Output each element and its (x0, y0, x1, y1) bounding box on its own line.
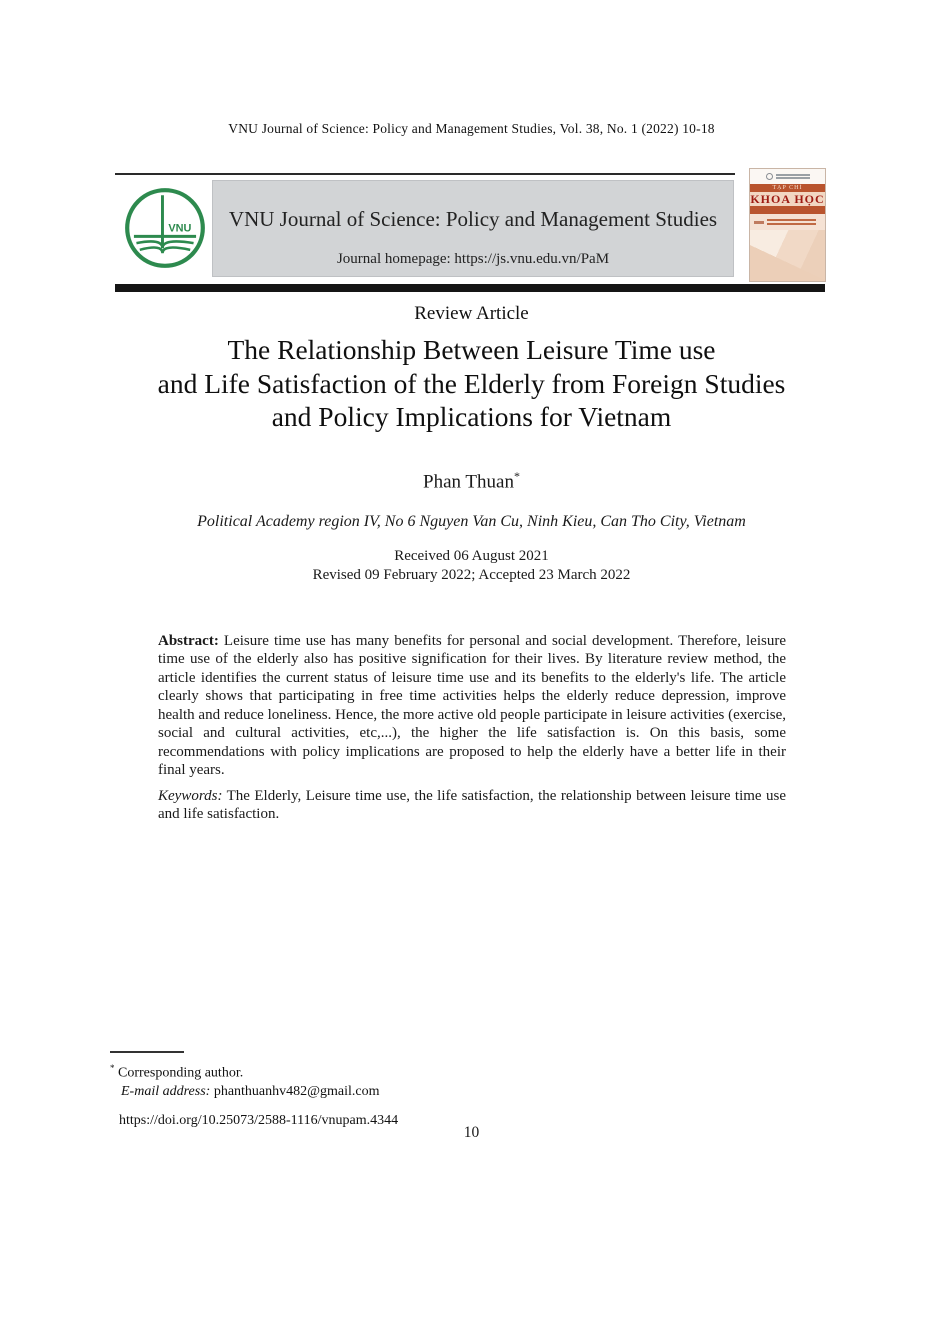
email-label: E-mail address: (121, 1083, 211, 1099)
banner-bottom-rule (115, 284, 825, 292)
banner-title-box (212, 180, 734, 277)
author-name: Phan Thuan (423, 470, 514, 492)
banner-homepage-url: Journal homepage: https://js.vnu.edu.vn/PaM (336, 251, 610, 267)
corresponding-author-note (110, 1059, 398, 1083)
abstract-label: Abstract: (158, 632, 219, 649)
received-date: Received 06 August 2021 (394, 547, 549, 564)
cover-university-header (750, 169, 825, 184)
banner-top-rule (115, 173, 735, 175)
journal-banner (115, 173, 825, 292)
email-line (121, 1083, 398, 1101)
corresponding-author-text: Corresponding author. (118, 1065, 244, 1081)
author-line (0, 469, 943, 493)
footnote-rule (110, 1051, 184, 1053)
article-title-line: The Relationship Between Leisure Time use (227, 334, 716, 365)
cover-meta-row (750, 214, 825, 230)
abstract-text: Leisure time use has many benefits for personal and social development. Therefore, leisure time use of the elderly also has positive signification for their lives. By literature review method, the article identifies the current status of leisure time use and its benefits to the elderly's life. The article clearly shows that participating in free time activities helps the elderly reduce depression, improve health and reduce loneliness. Hence, the more active old people participate in leisure activities (exercise, social and cultural activities, etc,...), the higher the life satisfaction is. On this basis, some recommendations with policy implications are proposed to help the elderly have a better life in their final years. (158, 632, 786, 779)
doi-link: https://doi.org/10.25073/2588-1116/vnupam.4344 (119, 1112, 399, 1128)
journal-cover-thumbnail (749, 168, 826, 282)
page-number: 10 (463, 1124, 480, 1141)
article-title-line: and Life Satisfaction of the Elderly from Foreign Studies (157, 367, 786, 399)
cover-subtitle-band (750, 206, 825, 214)
cover-series-band: TẠP CHÍ (750, 184, 825, 192)
article-title-line: and Policy Implications for Vietnam (271, 401, 672, 432)
vnu-logo-icon (123, 186, 207, 270)
footnote-mark: * (110, 1063, 115, 1073)
keywords-label: Keywords: (158, 787, 223, 804)
vnu-logo-text: VNU (168, 222, 192, 235)
author-footnote-mark: * (513, 468, 520, 483)
article-history (0, 547, 943, 586)
article-title (0, 333, 943, 434)
keywords-paragraph (158, 787, 786, 824)
cover-header-textlines (776, 173, 810, 180)
cover-issn-mark (754, 221, 764, 224)
journal-masthead: VNU Journal of Science: Policy and Management Studies, Vol. 38, No. 1 (2022) 10-18 (228, 121, 715, 136)
article-type-label: Review Article (414, 303, 529, 324)
revised-accepted-dates: Revised 09 February 2022; Accepted 23 March 2022 (312, 567, 631, 584)
banner-journal-title: VNU Journal of Science: Policy and Management Studies (228, 207, 718, 231)
abstract-paragraph (158, 632, 786, 780)
cover-journal-title: KHOA HỌC (750, 192, 825, 206)
cover-artwork (750, 230, 825, 282)
cover-meta-textlines (767, 217, 821, 227)
keywords-text: The Elderly, Leisure time use, the life satisfaction, the relationship between leisure time use and life satisfaction. (158, 787, 787, 823)
cover-mini-logo-icon (766, 173, 773, 180)
author-affiliation: Political Academy region IV, No 6 Nguyen Van Cu, Ninh Kieu, Can Tho City, Vietnam (197, 512, 746, 530)
email-address: phanthuanhv482@gmail.com (213, 1083, 380, 1099)
footnote-block (110, 1051, 398, 1130)
